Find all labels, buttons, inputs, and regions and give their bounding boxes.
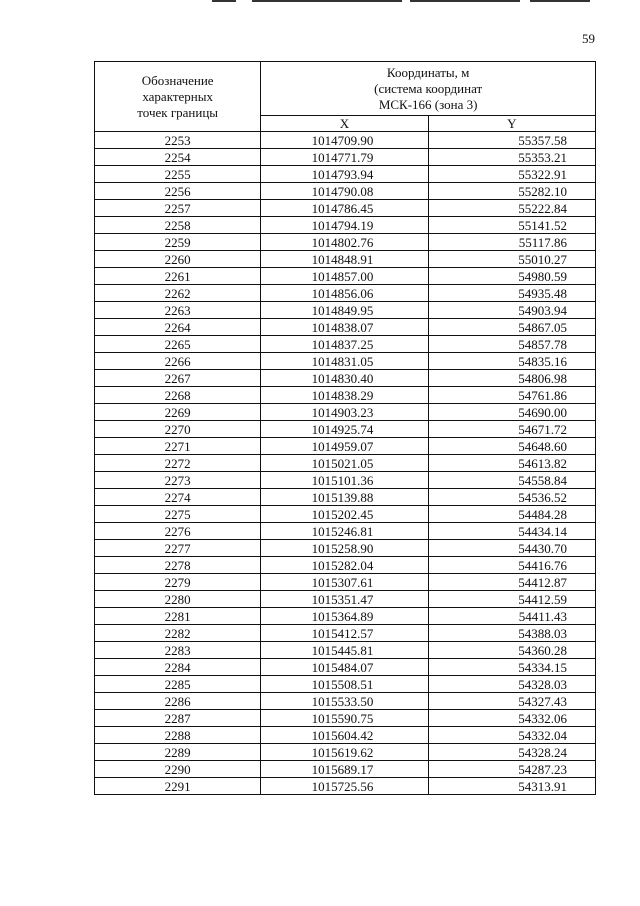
x-coordinate-cell: 1015101.36 (261, 472, 428, 489)
y-coordinate-cell: 54558.84 (428, 472, 595, 489)
y-coordinate-cell: 54332.06 (428, 710, 595, 727)
y-coordinate-cell: 55282.10 (428, 183, 595, 200)
y-coordinate-cell: 54416.76 (428, 557, 595, 574)
x-coordinate-cell: 1015590.75 (261, 710, 428, 727)
point-id-cell: 2273 (95, 472, 261, 489)
x-coordinate-cell: 1015619.62 (261, 744, 428, 761)
x-coordinate-cell: 1015258.90 (261, 540, 428, 557)
point-id-cell: 2257 (95, 200, 261, 217)
table-row (95, 489, 596, 506)
point-id-cell: 2263 (95, 302, 261, 319)
table-row (95, 591, 596, 608)
designation-header (95, 62, 261, 132)
table-header-row (95, 62, 596, 116)
x-coordinate-cell: 1015351.47 (261, 591, 428, 608)
x-coordinate-cell: 1014790.08 (261, 183, 428, 200)
y-coordinate-cell: 54334.15 (428, 659, 595, 676)
x-coordinate-cell: 1014837.25 (261, 336, 428, 353)
y-coordinate-cell: 54690.00 (428, 404, 595, 421)
x-coordinate-cell: 1014771.79 (261, 149, 428, 166)
table-row (95, 166, 596, 183)
y-coordinate-cell: 54648.60 (428, 438, 595, 455)
y-coordinate-cell: 54332.04 (428, 727, 595, 744)
table-row (95, 319, 596, 336)
table-row (95, 778, 596, 795)
x-coordinate-cell: 1014793.94 (261, 166, 428, 183)
point-id-cell: 2264 (95, 319, 261, 336)
point-id-cell: 2280 (95, 591, 261, 608)
y-column-header: Y (428, 116, 595, 132)
x-coordinate-cell: 1014903.23 (261, 404, 428, 421)
y-coordinate-cell: 54412.87 (428, 574, 595, 591)
table-row (95, 336, 596, 353)
table-row (95, 234, 596, 251)
table-row (95, 455, 596, 472)
table-row (95, 183, 596, 200)
y-coordinate-cell: 54313.91 (428, 778, 595, 795)
point-id-cell: 2282 (95, 625, 261, 642)
y-coordinate-cell: 55353.21 (428, 149, 595, 166)
scan-artifact-line (410, 0, 520, 2)
point-id-cell: 2288 (95, 727, 261, 744)
point-id-cell: 2270 (95, 421, 261, 438)
point-id-cell: 2276 (95, 523, 261, 540)
point-id-cell: 2291 (95, 778, 261, 795)
x-coordinate-cell: 1015021.05 (261, 455, 428, 472)
x-coordinate-cell: 1015307.61 (261, 574, 428, 591)
point-id-cell: 2281 (95, 608, 261, 625)
scan-artifact-line (530, 0, 590, 2)
point-id-cell: 2267 (95, 370, 261, 387)
y-coordinate-cell: 54327.43 (428, 693, 595, 710)
x-coordinate-cell: 1015246.81 (261, 523, 428, 540)
table-row (95, 761, 596, 778)
y-coordinate-cell: 54980.59 (428, 268, 595, 285)
point-id-cell: 2269 (95, 404, 261, 421)
table-row (95, 608, 596, 625)
coordinates-table (94, 61, 596, 795)
table-row (95, 540, 596, 557)
x-coordinate-cell: 1015604.42 (261, 727, 428, 744)
y-coordinate-cell: 54360.28 (428, 642, 595, 659)
table-row (95, 659, 596, 676)
point-id-cell: 2259 (95, 234, 261, 251)
table-row (95, 693, 596, 710)
table-row (95, 744, 596, 761)
x-coordinate-cell: 1015412.57 (261, 625, 428, 642)
table-row (95, 370, 596, 387)
x-coordinate-cell: 1014709.90 (261, 132, 428, 149)
y-coordinate-cell: 54761.86 (428, 387, 595, 404)
table-row (95, 676, 596, 693)
x-coordinate-cell: 1015364.89 (261, 608, 428, 625)
scan-artifact-line (212, 0, 236, 2)
y-coordinate-cell: 54935.48 (428, 285, 595, 302)
table-body (95, 132, 596, 795)
table-row (95, 353, 596, 370)
y-coordinate-cell: 54411.43 (428, 608, 595, 625)
point-id-cell: 2268 (95, 387, 261, 404)
coordinates-header-line: Координаты, м (386, 65, 470, 80)
x-coordinate-cell: 1015484.07 (261, 659, 428, 676)
y-coordinate-cell: 54903.94 (428, 302, 595, 319)
point-id-cell: 2254 (95, 149, 261, 166)
y-coordinate-cell: 54328.03 (428, 676, 595, 693)
y-coordinate-cell: 55117.86 (428, 234, 595, 251)
point-id-cell: 2286 (95, 693, 261, 710)
point-id-cell: 2284 (95, 659, 261, 676)
table-row (95, 642, 596, 659)
point-id-cell: 2262 (95, 285, 261, 302)
point-id-cell: 2277 (95, 540, 261, 557)
table-row (95, 302, 596, 319)
x-coordinate-cell: 1014856.06 (261, 285, 428, 302)
x-coordinate-cell: 1015508.51 (261, 676, 428, 693)
point-id-cell: 2261 (95, 268, 261, 285)
table-row (95, 268, 596, 285)
point-id-cell: 2258 (95, 217, 261, 234)
y-coordinate-cell: 54328.24 (428, 744, 595, 761)
x-coordinate-cell: 1014925.74 (261, 421, 428, 438)
page-number: 59 (582, 31, 595, 46)
point-id-cell: 2272 (95, 455, 261, 472)
table-row (95, 149, 596, 166)
y-coordinate-cell: 55010.27 (428, 251, 595, 268)
x-coordinate-cell: 1015689.17 (261, 761, 428, 778)
table-row (95, 625, 596, 642)
point-id-cell: 2289 (95, 744, 261, 761)
table-row (95, 285, 596, 302)
y-coordinate-cell: 54430.70 (428, 540, 595, 557)
y-coordinate-cell: 54835.16 (428, 353, 595, 370)
y-coordinate-cell: 54613.82 (428, 455, 595, 472)
x-coordinate-cell: 1014838.07 (261, 319, 428, 336)
x-coordinate-cell: 1014802.76 (261, 234, 428, 251)
point-id-cell: 2283 (95, 642, 261, 659)
table-row (95, 387, 596, 404)
y-coordinate-cell: 55141.52 (428, 217, 595, 234)
point-id-cell: 2290 (95, 761, 261, 778)
table-row (95, 132, 596, 149)
x-coordinate-cell: 1015202.45 (261, 506, 428, 523)
table-row (95, 217, 596, 234)
table-row (95, 710, 596, 727)
x-coordinate-cell: 1014849.95 (261, 302, 428, 319)
x-column-header: X (261, 116, 428, 132)
y-coordinate-cell: 54671.72 (428, 421, 595, 438)
x-coordinate-cell: 1014857.00 (261, 268, 428, 285)
table-row (95, 557, 596, 574)
y-coordinate-cell: 55322.91 (428, 166, 595, 183)
point-id-cell: 2260 (95, 251, 261, 268)
y-coordinate-cell: 54434.14 (428, 523, 595, 540)
designation-header-line: характерных (142, 88, 213, 104)
y-coordinate-cell: 54287.23 (428, 761, 595, 778)
point-id-cell: 2287 (95, 710, 261, 727)
point-id-cell: 2266 (95, 353, 261, 370)
x-coordinate-cell: 1015533.50 (261, 693, 428, 710)
point-id-cell: 2271 (95, 438, 261, 455)
x-coordinate-cell: 1015139.88 (261, 489, 428, 506)
table-row (95, 727, 596, 744)
y-coordinate-cell: 54867.05 (428, 319, 595, 336)
x-coordinate-cell: 1014848.91 (261, 251, 428, 268)
y-coordinate-cell: 54857.78 (428, 336, 595, 353)
table-row (95, 523, 596, 540)
table-row (95, 404, 596, 421)
x-coordinate-cell: 1014786.45 (261, 200, 428, 217)
coordinates-header (261, 62, 596, 116)
designation-header-line: Обозначение (141, 72, 214, 88)
coordinates-header-line: (система координат (374, 81, 483, 96)
x-coordinate-cell: 1014959.07 (261, 438, 428, 455)
y-coordinate-cell: 55357.58 (428, 132, 595, 149)
x-coordinate-cell: 1014830.40 (261, 370, 428, 387)
table-row (95, 200, 596, 217)
point-id-cell: 2255 (95, 166, 261, 183)
scan-artifact-line (252, 0, 402, 2)
point-id-cell: 2265 (95, 336, 261, 353)
table-row (95, 506, 596, 523)
table-row (95, 251, 596, 268)
point-id-cell: 2256 (95, 183, 261, 200)
table-row (95, 472, 596, 489)
point-id-cell: 2285 (95, 676, 261, 693)
point-id-cell: 2274 (95, 489, 261, 506)
x-coordinate-cell: 1015725.56 (261, 778, 428, 795)
table-row (95, 421, 596, 438)
y-coordinate-cell: 55222.84 (428, 200, 595, 217)
x-coordinate-cell: 1014831.05 (261, 353, 428, 370)
point-id-cell: 2279 (95, 574, 261, 591)
point-id-cell: 2278 (95, 557, 261, 574)
point-id-cell: 2253 (95, 132, 261, 149)
x-coordinate-cell: 1015282.04 (261, 557, 428, 574)
y-coordinate-cell: 54806.98 (428, 370, 595, 387)
x-coordinate-cell: 1015445.81 (261, 642, 428, 659)
table-row (95, 438, 596, 455)
y-coordinate-cell: 54412.59 (428, 591, 595, 608)
designation-header-line: точек границы (137, 104, 219, 120)
table-row (95, 574, 596, 591)
y-coordinate-cell: 54536.52 (428, 489, 595, 506)
coordinates-header-line: МСК-166 (зона 3) (378, 97, 478, 112)
y-coordinate-cell: 54484.28 (428, 506, 595, 523)
x-coordinate-cell: 1014838.29 (261, 387, 428, 404)
x-coordinate-cell: 1014794.19 (261, 217, 428, 234)
point-id-cell: 2275 (95, 506, 261, 523)
y-coordinate-cell: 54388.03 (428, 625, 595, 642)
